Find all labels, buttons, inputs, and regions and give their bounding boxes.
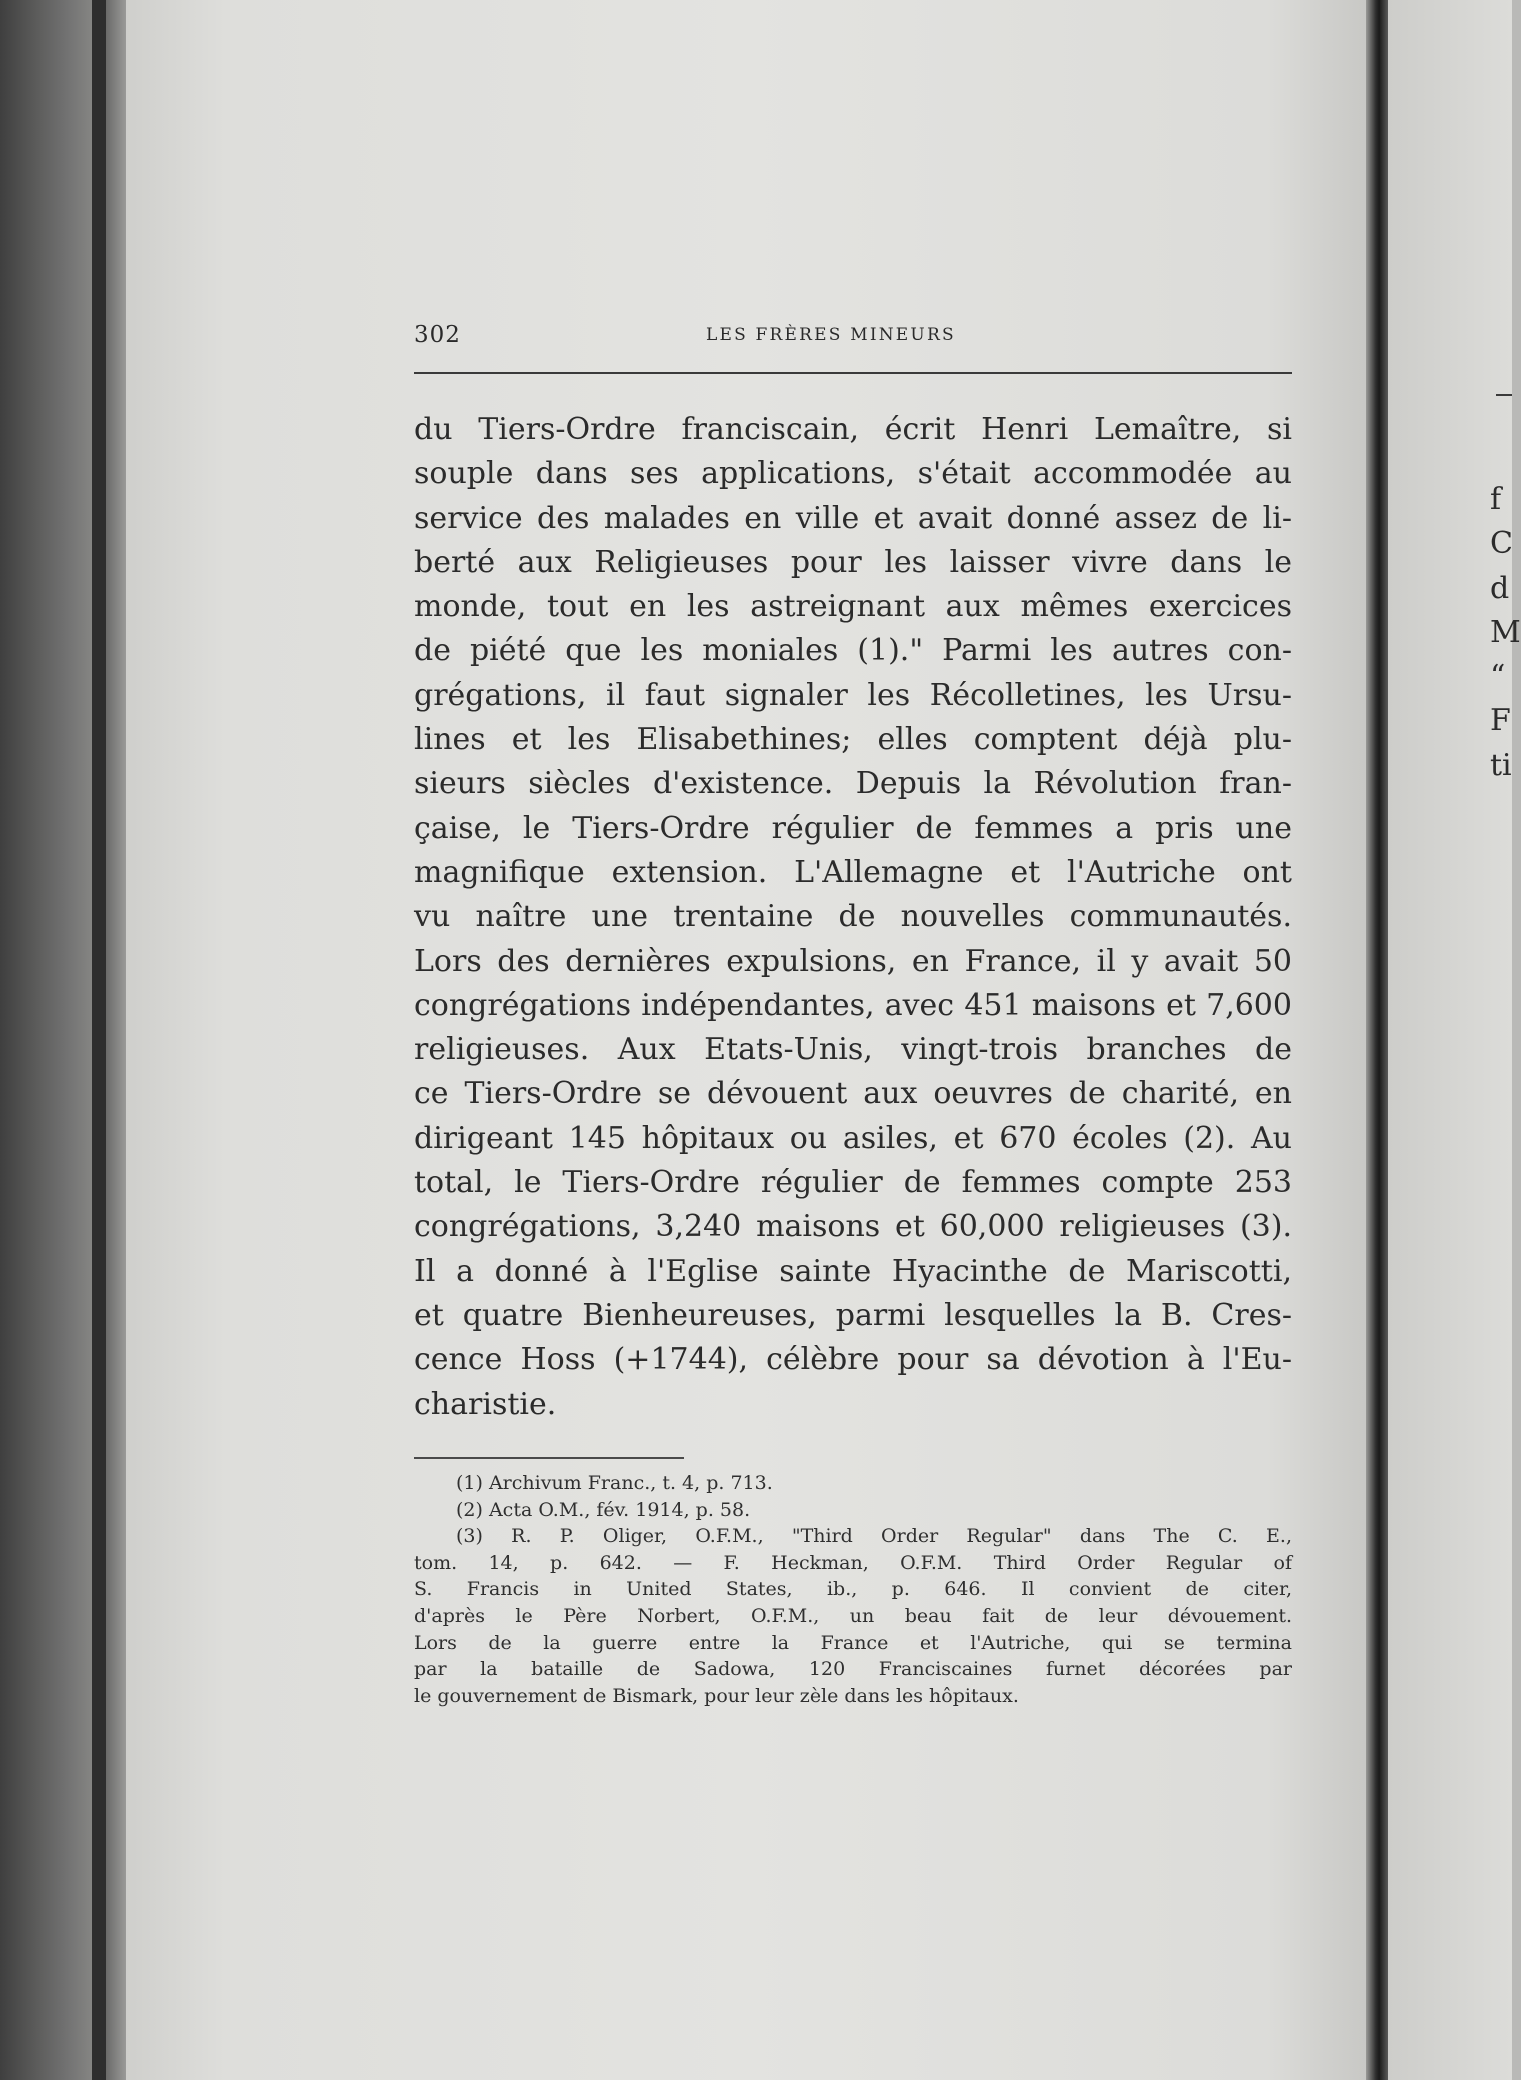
body-line: du Tiers-Ordre franciscain, écrit Henri Lemaître, si — [414, 412, 1292, 447]
body-line: service des malades en ville et avait donné assez de li- — [414, 500, 1292, 536]
body-line: cence Hoss (+1744), célèbre pour sa dévotion à l'Eu- — [414, 1342, 1292, 1378]
facing-page-fragment: M — [1490, 614, 1521, 650]
footnote-3-line: d'après le Père Norbert, O.F.M., un beau fait de leur dévouement. — [414, 1604, 1292, 1627]
book-gutter — [1366, 0, 1388, 2080]
facing-page-fragment: d — [1490, 570, 1510, 606]
footnote-3-line: S. Francis in United States, ib., p. 646. Il convient de citer, — [414, 1578, 1292, 1601]
header-rule — [414, 372, 1292, 374]
body-line: çaise, le Tiers-Ordre régulier de femmes a pris une — [414, 810, 1292, 846]
body-line: charistie. — [414, 1386, 557, 1422]
facing-page-fragment: F — [1490, 703, 1511, 739]
facing-page-fragment: “ — [1490, 659, 1506, 695]
facing-page-fragment: C — [1490, 526, 1513, 562]
footnote-rule — [414, 1457, 684, 1459]
body-line: ce Tiers-Ordre se dévouent aux oeuvres de charité, en — [414, 1076, 1292, 1112]
book-spine-edge — [106, 0, 126, 2080]
facing-page-fragment: f — [1490, 482, 1502, 517]
body-line: Lors des dernières expulsions, en France, il y avait 50 — [414, 943, 1292, 979]
footnote-3-line: par la bataille de Sadowa, 120 Franciscaines furnet décorées par — [414, 1658, 1292, 1681]
footnotes — [414, 1470, 1292, 1709]
book-spine-dark — [0, 0, 92, 2080]
facing-page-fragments — [1490, 478, 1521, 788]
body-line: vu naître une trentaine de nouvelles communautés. — [414, 899, 1292, 935]
body-line: et quatre Bienheureuses, parmi lesquelles la B. Cres- — [414, 1297, 1292, 1333]
footnote-3-line: tom. 14, p. 642. — F. Heckman, O.F.M. Third Order Regular of — [414, 1551, 1292, 1574]
body-line: dirigeant 145 hôpitaux ou asiles, et 670 écoles (2). Au — [414, 1120, 1292, 1156]
body-line: monde, tout en les astreignant aux mêmes exercices — [414, 589, 1292, 625]
body-line: total, le Tiers-Ordre régulier de femmes compte 253 — [414, 1165, 1292, 1201]
body-line: berté aux Religieuses pour les laisser vivre dans le — [414, 544, 1292, 580]
book-spine-gap — [92, 0, 106, 2080]
facing-page-edge — [1388, 0, 1512, 2080]
footnote-1: (1) Archivum Franc., t. 4, p. 713. — [456, 1472, 773, 1494]
body-line: Il a donné à l'Eglise sainte Hyacinthe de Mariscotti, — [414, 1253, 1292, 1289]
facing-page-fragment: ti — [1490, 747, 1512, 783]
facing-page-header-rule — [1496, 394, 1512, 396]
body-text — [414, 408, 1292, 1427]
body-line: sieurs siècles d'existence. Depuis la Révolution fran- — [414, 766, 1292, 802]
footnote-2: (2) Acta O.M., fév. 1914, p. 58. — [456, 1498, 751, 1521]
body-line: magnifique extension. L'Allemagne et l'Autriche ont — [414, 854, 1292, 890]
body-line: congrégations, 3,240 maisons et 60,000 religieuses (3). — [414, 1209, 1292, 1245]
body-line: congrégations indépendantes, avec 451 maisons et 7,600 — [414, 987, 1292, 1023]
body-line: lines et les Elisabethines; elles comptent déjà plu- — [414, 722, 1292, 758]
page-number: 302 — [414, 322, 461, 348]
body-line: souple dans ses applications, s'était accommodée au — [414, 456, 1292, 492]
footnote-3-line: le gouvernement de Bismark, pour leur zèle dans les hôpitaux. — [414, 1684, 1019, 1707]
body-line: grégations, il faut signaler les Récolletines, les Ursu- — [414, 677, 1292, 713]
footnote-3-line: Lors de la guerre entre la France et l'Autriche, qui se termina — [414, 1631, 1292, 1654]
footnote-3-line: (3) R. P. Oliger, O.F.M., "Third Order Regular" dans The C. E., — [456, 1525, 1292, 1548]
body-line: de piété que les moniales (1)." Parmi les autres con- — [414, 633, 1292, 669]
body-line: religieuses. Aux Etats-Unis, vingt-trois branches de — [414, 1032, 1292, 1068]
running-title: LES FRÈRES MINEURS — [706, 325, 956, 345]
